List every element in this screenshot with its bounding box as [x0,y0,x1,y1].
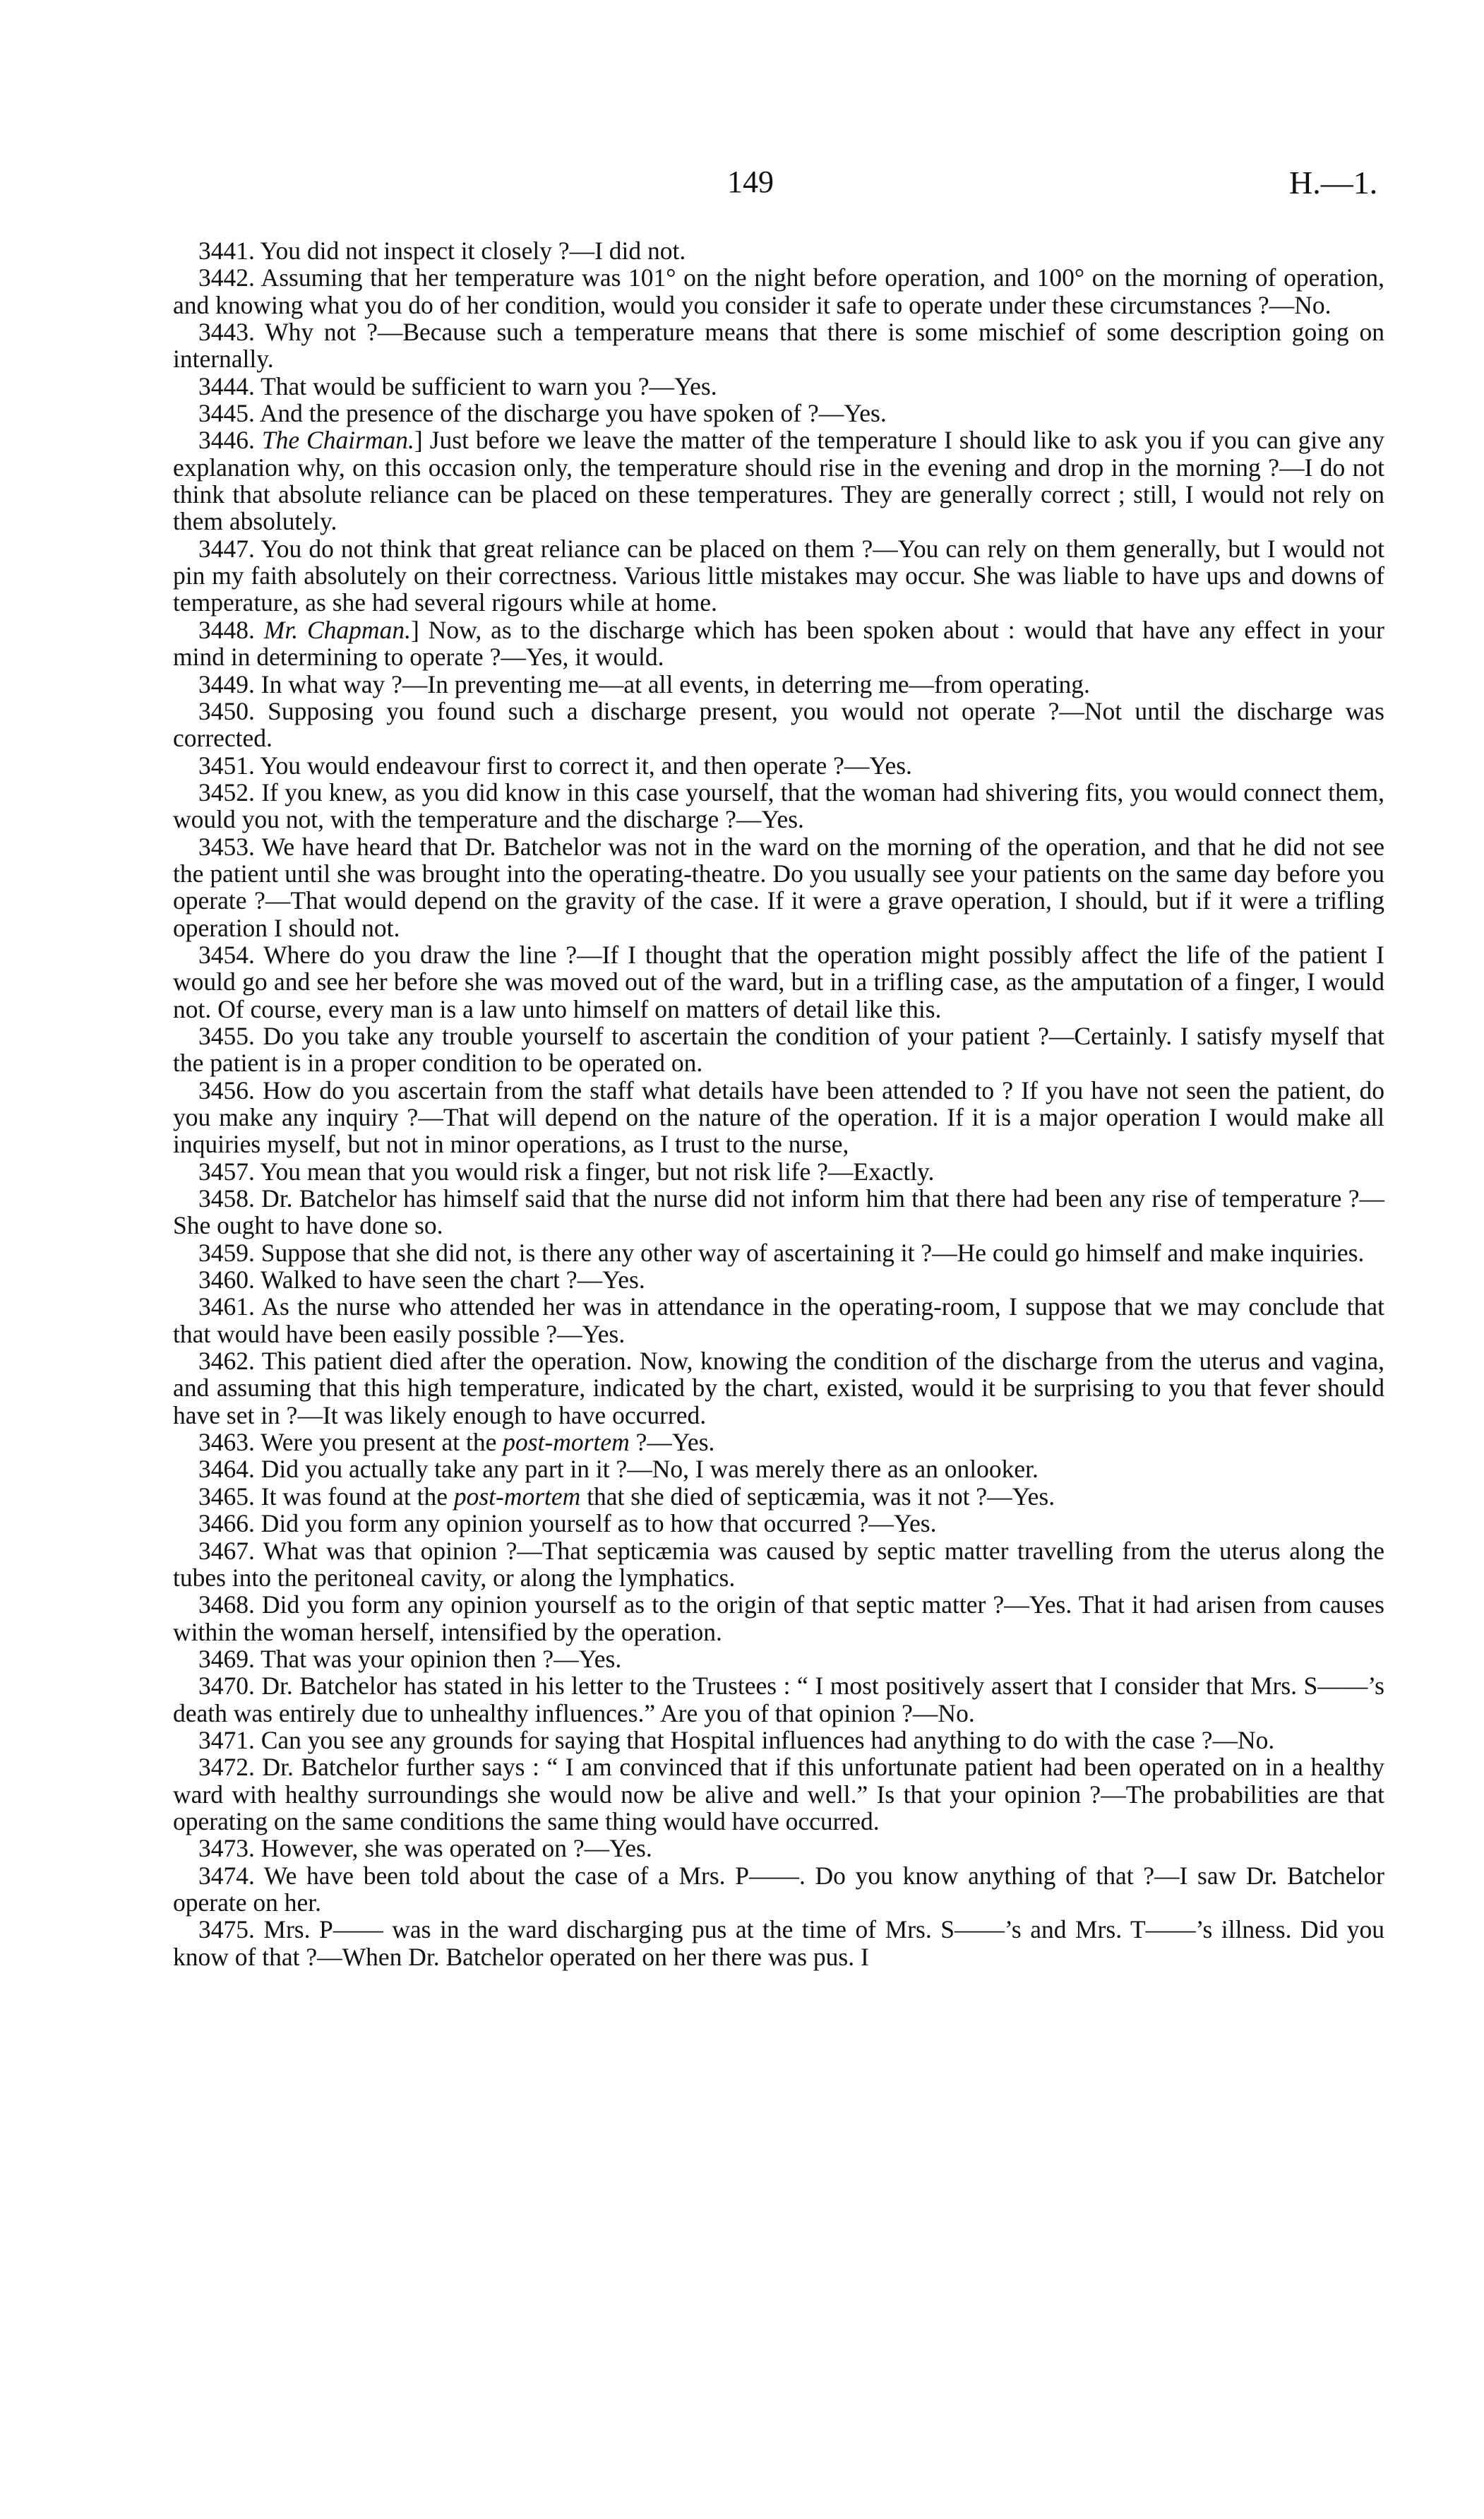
evidence-paragraph [173,1916,1384,1970]
evidence-paragraph [173,1185,1384,1239]
paragraph-text: 3442. Assuming that her temperature was 101° on the night before operation, and 100° on the morning of operation, and knowing what you do of her condition, would you consider it safe to operate under these circumstances ?—No. [173,263,1384,319]
evidence-paragraph [173,1239,1384,1266]
evidence-paragraph [173,1510,1384,1537]
paragraph-text: 3466. Did you form any opinion yourself as to how that occurred ?—Yes. [198,1509,937,1538]
paragraph-text: 3471. Can you see any grounds for saying that Hospital influences had anything to do with the case ?—No. [198,1725,1275,1754]
paragraph-text: 3445. And the presence of the discharge you have spoken of ?—Yes. [198,399,887,428]
evidence-paragraph [173,1429,1384,1455]
evidence-paragraph [173,1537,1384,1592]
evidence-paragraph [173,535,1384,617]
evidence-paragraph [173,1645,1384,1672]
evidence-paragraph [173,779,1384,833]
paragraph-text: 3463. Were you present at the [198,1428,503,1457]
paragraph-text: 3465. It was found at the [198,1482,454,1511]
evidence-paragraph [173,1672,1384,1727]
paragraph-text: ] Now, as to the discharge which has been spoken about : would that have any effect in your mind in determining to operate ?—Yes, it would. [173,615,1384,672]
evidence-paragraph [173,941,1384,1023]
evidence-paragraph [173,373,1384,400]
evidence-paragraph [173,833,1384,941]
evidence-paragraph [173,1158,1384,1185]
paragraph-text: 3470. Dr. Batchelor has stated in his letter to the Trustees : “ I most positively assert that I consider that Mrs. S——’s death was entirely due to unhealthy influences.” Are you of that opinion ?—No. [173,1672,1384,1727]
evidence-paragraph [173,237,1384,264]
evidence-paragraph [173,671,1384,698]
paragraph-text: 3472. Dr. Batchelor further says : “ I am convinced that if this unfortunate patient had been operated on in a healthy ward with healthy surroundings she would now be alive and well.” Is that your opinion ?—The probabilities are that operating on the same conditions the same thing would have occurred. [173,1753,1384,1835]
evidence-paragraph [173,1483,1384,1510]
paragraph-text: that she died of septicæmia, was it not ?—Yes. [580,1482,1055,1511]
evidence-paragraph [173,1753,1384,1835]
paragraph-text: 3475. Mrs. P—— was in the ward discharging pus at the time of Mrs. S——’s and Mrs. T——’s illness. Did you know of that ?—When Dr. Batchelor operated on her there was pus. I [173,1915,1384,1971]
paragraph-text: ?—Yes. [629,1428,715,1457]
paragraph-text: 3462. This patient died after the operation. Now, knowing the condition of the discharge from the uterus and vagina, and assuming that this high temperature, indicated by the chart, existed, would it be surprising to you that fever should have set in ?—It was likely enough to have occurred. [173,1347,1384,1429]
paragraph-text: 3452. If you knew, as you did know in this case yourself, that the woman had shivering fits, you would connect them, would you not, with the temperature and the discharge ?—Yes. [173,778,1384,834]
evidence-paragraph [173,427,1384,535]
paragraph-text: 3469. That was your opinion then ?—Yes. [198,1644,622,1673]
evidence-paragraph [173,318,1384,373]
paragraph-text: 3458. Dr. Batchelor has himself said that the nurse did not inform him that there had been any rise of temperature ?—She ought to have done so. [173,1184,1384,1240]
evidence-paragraph [173,400,1384,427]
italic-text: The Chairman. [261,426,414,455]
paragraph-text: 3441. You did not inspect it closely ?—I did not. [198,237,686,265]
evidence-paragraph [173,1023,1384,1077]
evidence-paragraph [173,1293,1384,1347]
italic-text: Mr. Chapman. [263,615,411,644]
paragraph-text: 3456. How do you ascertain from the staff what details have been attended to ? If you have not seen the patient, do you make any inquiry ?—That will depend on the nature of the operation. If it is a major operation I would make all inquiries myself, but not in minor operations, as I trust to the nurse, [173,1076,1384,1159]
paragraph-text: 3473. However, she was operated on ?—Yes. [198,1834,652,1863]
document-code: H.—1. [1289,165,1378,201]
paragraph-text: 3464. Did you actually take any part in it ?—No, I was merely there as an onlooker. [198,1455,1039,1484]
paragraph-text: 3459. Suppose that she did not, is there any other way of ascertaining it ?—He could go himself and make inquiries. [198,1238,1365,1267]
evidence-paragraph [173,1266,1384,1293]
evidence-paragraph [173,617,1384,671]
evidence-paragraph [173,752,1384,779]
evidence-paragraph [173,698,1384,752]
evidence-paragraph [173,1835,1384,1862]
paragraph-text: 3444. That would be sufficient to warn you ?—Yes. [198,371,717,400]
paragraph-text: ] Just before we leave the matter of the temperature I should like to ask you if you can give any explanation why, on this occasion only, the temperature should rise in the evening and drop in the morning ?—I do not think that absolute reliance can be placed on these temperatures. They are generally correct ; still, I would not rely on them absolutely. [173,426,1385,536]
evidence-paragraph [173,1455,1384,1482]
paragraph-text: 3450. Supposing you found such a discharge present, you would not operate ?—Not until the discharge was corrected. [173,696,1384,753]
evidence-paragraph [173,1347,1384,1429]
evidence-paragraph [173,264,1384,318]
evidence-paragraph [173,1727,1384,1753]
paragraph-text: 3448. [198,615,264,644]
italic-text: post-mortem [503,1428,630,1457]
paragraph-text: 3451. You would endeavour first to correct it, and then operate ?—Yes. [198,751,912,780]
paragraph-text: 3447. You do not think that great reliance can be placed on them ?—You can rely on them generally, but I would not pin my faith absolutely on their correctness. Various little mistakes may occur. She was liable to have ups and downs of temperature, as she had several rigours while at home. [173,534,1384,617]
paragraph-text: 3474. We have been told about the case of a Mrs. P——. Do you know anything of that ?—I saw Dr. Batchelor operate on her. [173,1861,1384,1917]
paragraph-text: 3453. We have heard that Dr. Batchelor was not in the ward on the morning of the operation, and that he did not see the patient until she was brought into the operating-theatre. Do you usually see your patients on the same day before you operate ?—That would depend on the gravity of the case. If it were a grave operation, I should, but if it were a trifling operation I should not. [173,832,1384,942]
paragraph-text: 3461. As the nurse who attended her was in attendance in the operating-room, I suppose that we may conclude that that would have been easily possible ?—Yes. [173,1292,1384,1348]
italic-text: post-mortem [453,1482,581,1511]
paragraph-text: 3455. Do you take any trouble yourself to ascertain the condition of your patient ?—Certainly. I satisfy myself that the patient is in a proper condition to be operated on. [173,1021,1384,1078]
document-body [173,237,1384,1970]
paragraph-text: 3468. Did you form any opinion yourself as to the origin of that septic matter ?—Yes. That it had arisen from causes within the woman herself, intensified by the operation. [173,1590,1384,1646]
evidence-paragraph [173,1862,1384,1917]
paragraph-text: 3467. What was that opinion ?—That septicæmia was caused by septic matter travelling from the uterus along the tubes into the peritoneal cavity, or along the lymphatics. [173,1536,1384,1592]
paragraph-text: 3460. Walked to have seen the chart ?—Yes. [198,1266,645,1294]
paragraph-text: 3446. [198,426,262,455]
paragraph-text: 3443. Why not ?—Because such a temperature means that there is some mischief of some description going on internally. [173,318,1384,374]
page-number: 149 [727,165,774,199]
paragraph-text: 3457. You mean that you would risk a finger, but not risk life ?—Exactly. [198,1157,935,1186]
evidence-paragraph [173,1591,1384,1645]
paragraph-text: 3454. Where do you draw the line ?—If I thought that the operation might possibly affect the life of the patient I would go and see her before she was moved out of the ward, but in a trifling case, as the amputation of a finger, I would not. Of course, every man is a law unto himself on matters of detail like this. [173,940,1384,1023]
paragraph-text: 3449. In what way ?—In preventing me—at all events, in deterring me—from operating. [198,669,1090,698]
evidence-paragraph [173,1077,1384,1158]
